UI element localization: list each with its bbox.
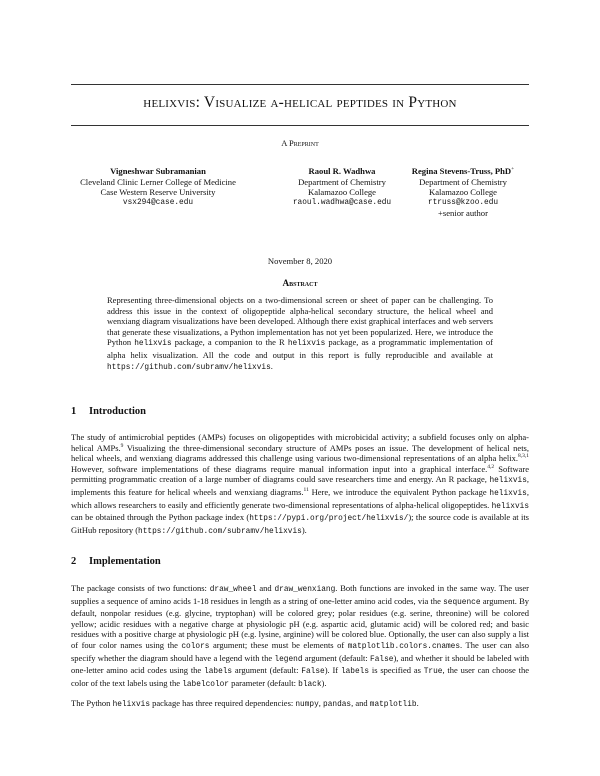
github-link[interactable]: https://github.com/subramv/helixvis (138, 527, 302, 536)
section-heading-implementation: 2 Implementation (71, 556, 161, 567)
title-package-name: helixvis (143, 94, 196, 111)
repo-link[interactable]: https://github.com/subramv/helixvis (107, 363, 271, 372)
inline-code: sequence (443, 598, 481, 607)
citation: 9 (120, 442, 124, 449)
title-top-rule (71, 84, 529, 85)
pypi-link[interactable]: https://pypi.org/project/helixvis/ (249, 515, 409, 524)
inline-code: matplotlib.colors.cnames (347, 642, 461, 651)
title-rest: : Visualize α-helical peptides in Python (195, 94, 457, 111)
abstract-body: Representing three-dimensional objects on a two-dimensional screen or sheet of paper can be challenging. To address this issue in the context of oligopeptide alpha-helical secondary structure, the helical wheel and wenxiang diagram visualizations have been developed. Although there exist graphical interfaces and web servers that generate these visualizations, a Python implementation has not yet been popularized. Here, we introduce the Python helixvis package, a companion to the R helixvis package, as a programmatic implementation of alpha helix visualization. All the code and output in this report is fully reproducible and available at https://github.com/subramv/helixvis. (107, 295, 493, 372)
inline-code: labels (204, 668, 233, 677)
section-heading-introduction: 1 Introduction (71, 406, 146, 417)
author-email[interactable]: raoul.wadhwa@case.edu (292, 198, 392, 207)
senior-author-mark: + (511, 166, 515, 173)
inline-code: helixvis (489, 477, 527, 486)
inline-code: draw_wheel (209, 586, 257, 594)
inline-code: helixvis (491, 502, 529, 511)
author-affiliation: Cleveland Clinic Lerner College of Medicine (80, 176, 236, 187)
inline-code: numpy (295, 701, 319, 709)
introduction-paragraph: The study of antimicrobial peptides (AMPs) focuses on oligopeptides with microbicidal activity; a subfield focuses only on alpha-helical AMPs.$^9$ Visualizing the three-dimensional secondary structure of AMPs poses an issue. The development of helical nets, helical wheels, and wenxiang diagrams addressed this challenge using various two-dimensional representations of an alpha helix.$^{8,3,1}$ However, software implementations of these diagrams require manual information input into a graphical interface.$^{4,2}$ Software permitting programmatic creation of a large number of diagrams could save researchers time and energy. An R package, helixvis, implements this feature for helical wheels and wenxiang diagrams.$^{11}$ Here, we introduce the equivalent Python package helixvis, which allows researchers to easily and efficiently generate two-dimensional representations of alpha-helical oligopeptides. helixvis can be obtained through the Python package index (https://pypi.org/project/helixvis/); the source code is available at its GitHub repository (https://github.com/subramv/helixvis). (71, 432, 529, 536)
inline-code: colors (181, 642, 210, 651)
author-email[interactable]: vsx294@case.edu (122, 198, 194, 207)
inline-code: True (423, 668, 443, 677)
citation: 11 (303, 487, 309, 494)
senior-author-note: +senior author (438, 208, 488, 218)
author-affiliation: Kalamazoo College (428, 187, 497, 197)
inline-code: labels (340, 668, 370, 677)
author-block-1 (72, 166, 244, 208)
inline-code: draw_wenxiang (274, 586, 336, 594)
citation: 4,2 (487, 463, 495, 470)
inline-code: matplotlib (369, 701, 417, 709)
inline-code: black (298, 680, 322, 689)
author-name: Raoul R. Wadhwa (308, 166, 376, 176)
paper-title (71, 94, 529, 112)
inline-code: helixvis (489, 489, 527, 498)
inline-code: False (301, 668, 325, 677)
author-affiliation: Case Western Reserve University (100, 187, 216, 197)
title-bottom-rule (71, 125, 529, 126)
inline-code: helixvis (134, 340, 172, 349)
author-name: Regina Stevens-Truss, PhD (411, 166, 512, 176)
inline-code: helixvis (287, 340, 326, 349)
author-email[interactable]: rtruss@kzoo.edu (427, 198, 499, 207)
author-name: Vigneshwar Subramanian (110, 166, 206, 176)
inline-code: legend (274, 655, 303, 664)
author-block-3 (393, 166, 533, 219)
inline-code: pandas (323, 701, 352, 709)
abstract-heading: Abstract (282, 278, 318, 288)
author-affiliation: Department of Chemistry (419, 176, 507, 187)
inline-code: labelcolor (182, 680, 229, 689)
preprint-label: A Preprint (281, 138, 319, 148)
inline-code: helixvis (112, 701, 150, 709)
publication-date: November 8, 2020 (267, 256, 333, 266)
citation: 8,3,1 (518, 453, 529, 460)
dependencies-paragraph: The Python helixvis package has three required dependencies: numpy, pandas, and matplotlib. (71, 698, 419, 709)
implementation-paragraph: The package consists of two functions: draw_wheel and draw_wenxiang. Both functions are invoked in the same way. The user supplies a sequence of amino acids 1-18 residues in length as a string of one-letter amino acid codes, via the sequence argument. By default, nonpolar residues (e.g. glycine, tryptophan) will be colored grey; polar residues (e.g. serine, threonine) will be colored yellow; acidic residues with a negative charge at physiologic pH (e.g. aspartic acid, glutamic acid) will be colored red; and basic residues with a positive charge at physiologic pH (e.g. lysine, arginine) will be colored blue. Optionally, the user can also supply a list of four color names using the colors argument; these must be elements of matplotlib.colors.cnames. The user can also specify whether the diagram should have a legend with the legend argument (default: False), and whether it should be labeled with one-letter amino acid codes using the labels argument (default: False). If labels is specified as True, the user can choose the color of the text labels using the labelcolor parameter (default: black). (71, 583, 529, 689)
inline-code: False (370, 655, 394, 664)
author-affiliation: Kalamazoo College (307, 187, 376, 197)
author-affiliation: Department of Chemistry (298, 176, 386, 187)
